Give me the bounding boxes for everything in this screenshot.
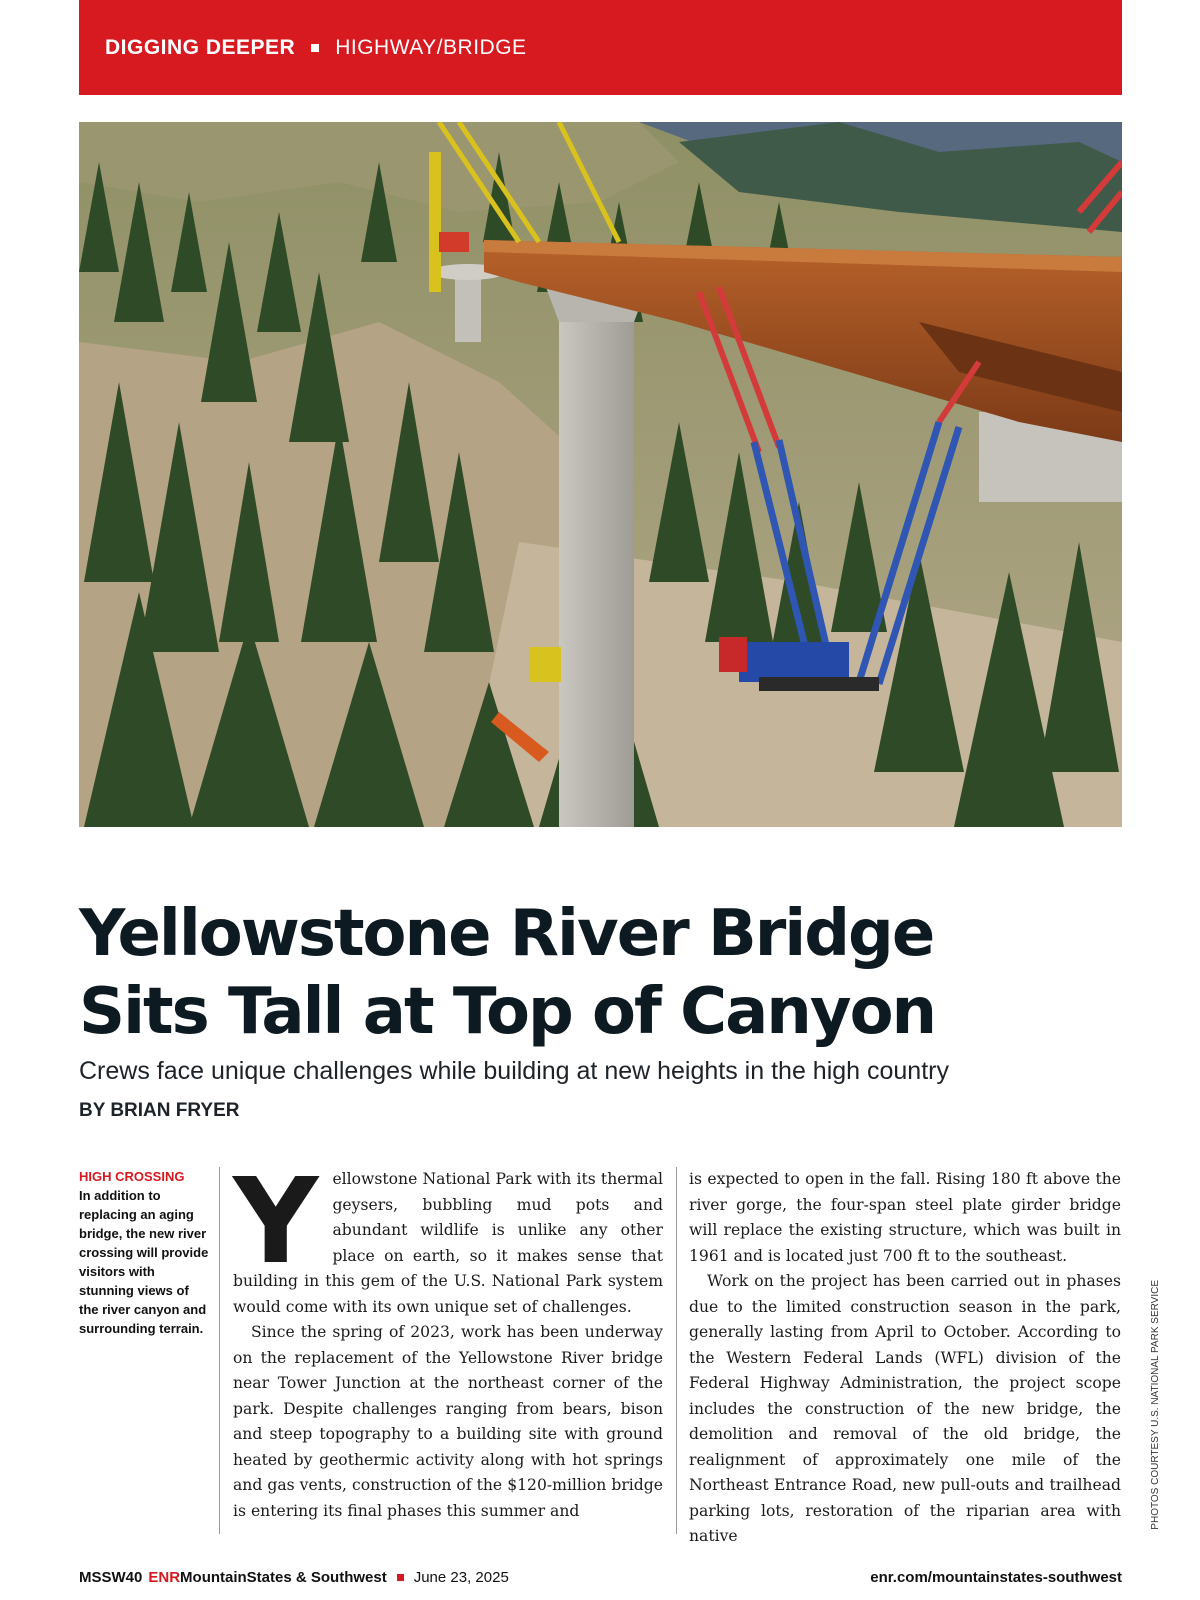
brand-logo: ENR [148, 1569, 181, 1586]
article-column-2 [689, 1167, 1121, 1550]
headline-line-2: Sits Tall at Top of Canyon [79, 975, 936, 1049]
caption-text: In addition to replacing an aging bridge, the new river crossing will provide visitors with stunning views of the river canyon and surrounding terrain. [79, 1188, 209, 1336]
column-rule-right [676, 1167, 677, 1534]
banner-separator [311, 44, 319, 52]
photo-credit: PHOTOS COURTESY U.S. NATIONAL PARK SERVICE [1150, 1280, 1161, 1530]
section-label: DIGGING DEEPER [105, 35, 296, 59]
subsection-label: HIGHWAY/BRIDGE [335, 35, 527, 59]
column-rule-left [219, 1167, 220, 1534]
publication-name: MountainStates & Southwest [180, 1569, 387, 1586]
article-headline [79, 895, 1139, 1051]
paragraph: Since the spring of 2023, work has been underway on the replacement of the Yellowstone River bridge near Tower Junction at the northeast corner of the park. Despite challenges ranging from bears, bison and steep topography to a building site with ground heated by geothermic activity along with hot springs and gas vents, construction of the $120-million bridge is entering its final phases this summer and [233, 1323, 663, 1520]
article-column-1 [233, 1152, 663, 1524]
issue-date: June 23, 2025 [413, 1569, 509, 1586]
bridge-construction-photo [79, 122, 1122, 827]
section-banner [79, 0, 1122, 95]
website-link[interactable]: enr.com/mountainstates-southwest [870, 1569, 1122, 1586]
photo-caption [79, 1167, 209, 1338]
paragraph-text: ellowstone National Park with its thermal geysers, bubbling mud pots and abundant wildlife is unlike any other place on earth, so it makes sense that building in this gem of the U.S. National Park system would come with its own unique set of challenges. [233, 1170, 663, 1316]
paragraph: Work on the project has been carried out in phases due to the limited construction season in the park, generally lasting from April to October. According to the Western Federal Lands (WFL) division of the Federal Highway Administration, the project scope includes the construction of the new bridge, the demolition and removal of the old bridge, the realignment of approximately one mile of the Northeast Entrance Road, new pull-outs and trailhead parking lots, restoration of the riparian area with native [689, 1272, 1121, 1545]
drop-cap: Y [233, 1152, 319, 1290]
article-byline: BY BRIAN FRYER [79, 1100, 240, 1121]
page-footer [79, 1569, 1122, 1586]
footer-separator [397, 1574, 404, 1581]
paragraph: is expected to open in the fall. Rising 180 ft above the river gorge, the four-span steel plate girder bridge will replace the existing structure, which was built in 1961 and is located just 700 ft to the southeast. [689, 1170, 1121, 1265]
caption-label: HIGH CROSSING [79, 1169, 185, 1184]
page-number: MSSW40 [79, 1569, 143, 1586]
lead-photo [79, 122, 1122, 827]
article-deck: Crews face unique challenges while building at new heights in the high country [79, 1057, 949, 1085]
paragraph [233, 1152, 663, 1320]
headline-line-1: Yellowstone River Bridge [79, 897, 934, 971]
